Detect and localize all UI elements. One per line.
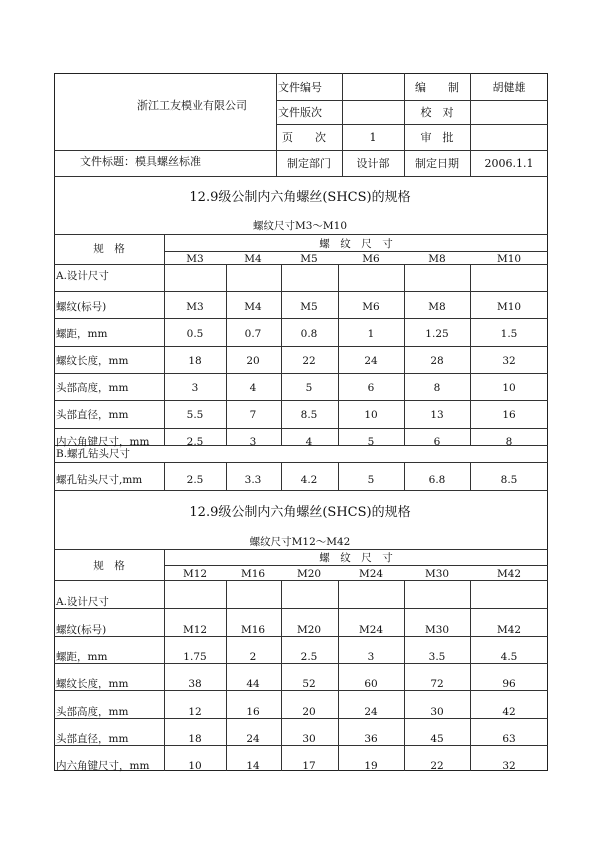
table-cell: 0.5 (186, 328, 204, 340)
column-header: M42 (496, 568, 522, 580)
date-value: 2006.1.1 (484, 157, 534, 170)
table-cell: 96 (502, 678, 516, 690)
table-cell: 8.5 (300, 409, 318, 421)
table-cell: 28 (430, 355, 444, 367)
table-cell: 24 (364, 355, 378, 367)
table-cell: M5 (300, 301, 318, 313)
table-cell: 10 (188, 760, 202, 772)
table-cell: 52 (302, 678, 316, 690)
section-1-subtitle: 螺纹尺寸M3～M10 (252, 220, 348, 232)
column-header: M16 (240, 568, 266, 580)
row-label: 头部高度，mm (56, 382, 129, 394)
checked-label: 校 对 (420, 106, 454, 119)
column-header: M12 (182, 568, 208, 580)
column-header: M24 (358, 568, 384, 580)
row-label: 螺距，mm (56, 328, 108, 340)
table-cell: 18 (188, 355, 202, 367)
prepared-value: 胡健雄 (492, 81, 526, 94)
drill-cell: 8.5 (500, 474, 518, 486)
table-cell: 6 (367, 382, 375, 394)
table-cell: 17 (302, 760, 316, 772)
table-cell: 44 (246, 678, 260, 690)
drill-cell: 2.5 (186, 474, 204, 486)
prepared-label: 编 制 (415, 81, 459, 94)
table-cell: 22 (302, 355, 316, 367)
table-cell: 2 (249, 651, 257, 663)
section-1-design-heading: A.设计尺寸 (56, 270, 109, 282)
table-cell: 13 (430, 409, 444, 421)
doc-no-label: 文件编号 (278, 81, 322, 94)
table-cell: 19 (364, 760, 378, 772)
section-1-drill-row-label: 螺孔钻头尺寸,mm (56, 474, 143, 486)
page-value: 1 (369, 131, 377, 144)
column-header: M20 (296, 568, 322, 580)
row-label: 头部直径，mm (56, 733, 129, 745)
table-cell: 1.5 (500, 328, 518, 340)
table-cell: M42 (496, 624, 522, 636)
table-cell: 8 (433, 382, 441, 394)
table-cell: 3 (367, 651, 375, 663)
row-label: 内六角键尺寸，mm (56, 760, 150, 772)
table-cell: 1.75 (183, 651, 207, 663)
table-cell: M20 (296, 624, 322, 636)
row-label: 螺纹长度，mm (56, 355, 129, 367)
table-cell: M6 (362, 301, 380, 313)
row-label: 螺纹长度，mm (56, 678, 129, 690)
row-label: 内六角键尺寸，mm (56, 436, 150, 448)
table-cell: 24 (246, 733, 260, 745)
table-cell: 4 (249, 382, 257, 394)
section-1-spec-label: 规 格 (93, 243, 125, 255)
table-cell: M16 (240, 624, 266, 636)
table-cell: 30 (302, 733, 316, 745)
table-cell: M12 (182, 624, 208, 636)
section-2-title: 12.9级公制内六角螺丝(SHCS)的规格 (189, 505, 411, 520)
drill-cell: 3.3 (244, 474, 262, 486)
table-cell: 14 (246, 760, 260, 772)
table-cell: 24 (364, 706, 378, 718)
table-cell: 63 (502, 733, 516, 745)
table-cell: M30 (424, 624, 450, 636)
table-cell: 7 (249, 409, 257, 421)
table-cell: 3 (249, 436, 257, 448)
table-cell: 4 (305, 436, 313, 448)
table-cell: 1.25 (425, 328, 449, 340)
table-cell: 0.7 (244, 328, 262, 340)
date-label: 制定日期 (415, 157, 459, 170)
column-header: M4 (244, 253, 262, 265)
dept-label: 制定部门 (287, 157, 331, 170)
drill-cell: 4.2 (300, 474, 318, 486)
table-cell: 32 (502, 760, 516, 772)
section-1-title: 12.9级公制内六角螺丝(SHCS)的规格 (189, 190, 411, 205)
table-cell: 18 (188, 733, 202, 745)
table-cell: 20 (246, 355, 260, 367)
column-header: M10 (496, 253, 522, 265)
table-cell: 42 (502, 706, 516, 718)
drill-cell: 6.8 (428, 474, 446, 486)
page-label: 页 次 (282, 131, 326, 144)
section-2-subtitle: 螺纹尺寸M12～M42 (249, 536, 351, 548)
table-cell: 36 (364, 733, 378, 745)
table-cell: 12 (188, 706, 202, 718)
table-cell: M24 (358, 624, 384, 636)
row-label: 头部直径，mm (56, 409, 129, 421)
table-cell: 16 (502, 409, 516, 421)
table-cell: 5.5 (186, 409, 204, 421)
table-cell: 72 (430, 678, 444, 690)
table-cell: 3 (191, 382, 199, 394)
table-cell: 5 (305, 382, 313, 394)
row-label: 螺距，mm (56, 651, 108, 663)
table-cell: 30 (430, 706, 444, 718)
document-title-label: 文件标题：模具螺丝标准 (80, 155, 201, 168)
table-cell: 1 (367, 328, 375, 340)
section-1-drill-heading: B.螺孔钻头尺寸 (56, 448, 131, 460)
table-cell: 60 (364, 678, 378, 690)
table-cell: 20 (302, 706, 316, 718)
section-2-design-heading: A.设计尺寸 (56, 596, 109, 608)
table-cell: 45 (430, 733, 444, 745)
document-page (54, 73, 548, 771)
table-cell: 4.5 (500, 651, 518, 663)
table-cell: M4 (244, 301, 262, 313)
approved-label: 审 批 (420, 131, 454, 144)
column-header: M8 (428, 253, 446, 265)
table-cell: 5 (367, 436, 375, 448)
version-label: 文件版次 (278, 106, 322, 119)
drill-cell: 5 (367, 474, 375, 486)
column-header: M30 (424, 568, 450, 580)
table-cell: 38 (188, 678, 202, 690)
row-label: 螺纹(标号) (56, 624, 107, 636)
row-label: 螺纹(标号) (56, 301, 107, 313)
section-2-spec-label: 规 格 (93, 560, 125, 572)
company-name: 浙江工友模业有限公司 (137, 99, 247, 112)
table-cell: 10 (364, 409, 378, 421)
dept-value: 设计部 (356, 157, 390, 170)
table-cell: 10 (502, 382, 516, 394)
column-header: M3 (186, 253, 204, 265)
column-header: M5 (300, 253, 318, 265)
table-cell: 8 (505, 436, 513, 448)
section-1-thread-size-label: 螺 纹 尺 寸 (319, 238, 393, 250)
table-cell: M8 (428, 301, 446, 313)
table-cell: 2.5 (186, 436, 204, 448)
table-cell: 22 (430, 760, 444, 772)
column-header: M6 (362, 253, 380, 265)
table-cell: 6 (433, 436, 441, 448)
table-cell: 3.5 (428, 651, 446, 663)
table-cell: M10 (496, 301, 522, 313)
row-label: 头部高度，mm (56, 706, 129, 718)
table-cell: 16 (246, 706, 260, 718)
table-cell: 32 (502, 355, 516, 367)
table-cell: 2.5 (300, 651, 318, 663)
table-cell: M3 (186, 301, 204, 313)
section-2-thread-size-label: 螺 纹 尺 寸 (319, 552, 393, 564)
table-cell: 0.8 (300, 328, 318, 340)
